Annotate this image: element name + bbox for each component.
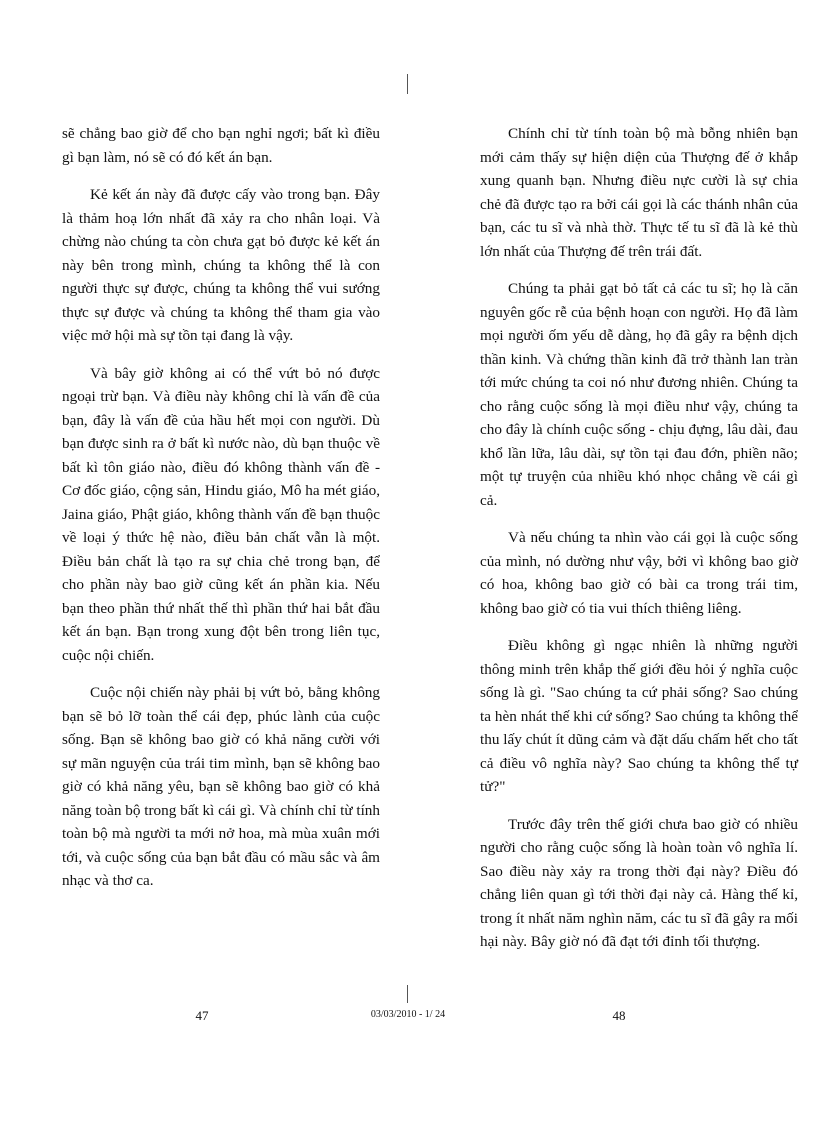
paragraph: Trước đây trên thế giới chưa bao giờ có nhiều người cho rằng cuộc sống là hoàn toàn vô nghĩa lí. Sao điều này xảy ra trong thời đại này? Điều đó chẳng liên quan gì tới thời đại này cả. Hàng thế kỉ, trong ít nhất năm nghìn năm, các tu sĩ đã gây ra mối hại này. Bây giờ nó đã đạt tới đỉnh tối thượng. [480, 815, 798, 950]
right-page-column [480, 122, 798, 968]
paragraph: Chúng ta phải gạt bỏ tất cả các tu sĩ; họ là căn nguyên gốc rễ của bệnh hoạn con người. Họ đã làm mọi người ốm yếu dễ dàng, họ đã gây ra bệnh dịch thần kinh. Và chứng thần kinh đã trở thành lan tràn tới mức chúng ta coi nó như đương nhiên. Chúng ta cho rằng cuộc sống là mọi điều như vậy, chúng ta cho đây là chính cuộc sống - chịu đựng, lâu dài, đau khổ lần lữa, lâu dài, sự tồn tại đau đớn, phiền não; một tự truyện của nhiều khó nhọc chẳng về cái gì cả. [480, 280, 798, 509]
footer-date: 03/03/2010 - 1/ 24 [370, 1009, 446, 1020]
fold-mark-bottom [407, 985, 408, 1003]
paragraph: Chính chỉ từ tính toàn bộ mà bỗng nhiên bạn mới cảm thấy sự hiện diện của Thượng đế ở khắp xung quanh bạn. Nhưng điều nực cười là sự chia chẻ đã được tạo ra bởi cái gọi là các thánh nhân của bạn, các tu sĩ và nhà thờ. Thực tế tu sĩ đã là kẻ thù lớn nhất của Thượng đế trên trái đất. [480, 125, 798, 260]
paragraph: Điều không gì ngạc nhiên là những người thông minh trên khắp thế giới đều hỏi ý nghĩa cuộc sống là gì. "Sao chúng ta cứ phải sống? Sao chúng ta hèn nhát thế khi cứ sống? Sao chúng ta không thể thu lấy chút ít dũng cảm và đặt dấu chấm hết cho tất cả điều vô nghĩa này? Sao chúng ta không thể tự tử?" [480, 637, 798, 795]
paragraph: Và bây giờ không ai có thể vứt bỏ nó được ngoại trừ bạn. Và điều này không chỉ là vấn đề của bạn, đây là vấn đề của hầu hết mọi con người. Dù bạn được sinh ra ở bất kì nước nào, dù bạn thuộc về bất kì tôn giáo nào, điều đó không thành vấn đề - Cơ đốc giáo, cộng sản, Hindu giáo, Mô ha mét giáo, Jaina giáo, Phật giáo, không thành vấn đề bạn thuộc về loại ý thức hệ nào, điều bản chất vẫn là một. Điều bản chất là tạo ra sự chia chẻ trong bạn, để cho phần này bao giờ cũng kết án phần kia. Nếu bạn theo phần thứ nhất thế thì phần thứ hai bắt đầu kết án bạn. Bạn trong xung đột bên trong liên tục, cuộc nội chiến. [62, 364, 380, 664]
paragraph: Và nếu chúng ta nhìn vào cái gọi là cuộc sống của mình, nó dường như vậy, bởi vì không bao giờ có hoa, không bao giờ có bài ca trong trái tim, không bao giờ có tia vui thích thiêng liêng. [480, 529, 798, 617]
page-number-left: 47 [195, 1008, 209, 1023]
paragraph: Cuộc nội chiến này phải bị vứt bỏ, bằng không bạn sẽ bỏ lỡ toàn thể cái đẹp, phúc lành của cuộc sống. Bạn sẽ không bao giờ có khả năng cười với sự mãn nguyện của trái tim mình, bạn sẽ không bao giờ có khả năng yêu, bạn sẽ không bao giờ có khả năng toàn bộ trong bất kì cái gì. Và chính chỉ từ tính toàn bộ mà người ta mới nở hoa, mà mùa xuân mới tới, và cuộc sống của bạn bắt đầu có mầu sắc và âm nhạc và thơ ca. [62, 684, 380, 889]
paragraph: Kẻ kết án này đã được cấy vào trong bạn. Đây là thảm hoạ lớn nhất đã xảy ra cho nhân loại. Và chừng nào chúng ta còn chưa gạt bỏ được kẻ kết án này bên trong mình, chúng ta không thể là con người thực sự được, chúng ta không thể vui sướng thực sự được và chúng ta không thể tham gia vào việc mở hội mà sự tồn tại đang là vậy. [62, 186, 380, 344]
left-page-column [62, 122, 380, 907]
page-number-right: 48 [612, 1008, 626, 1023]
paragraph: sẽ chẳng bao giờ để cho bạn nghỉ ngơi; bất kì điều gì bạn làm, nó sẽ có đó kết án bạn. [62, 125, 380, 166]
fold-mark-top [407, 74, 408, 94]
